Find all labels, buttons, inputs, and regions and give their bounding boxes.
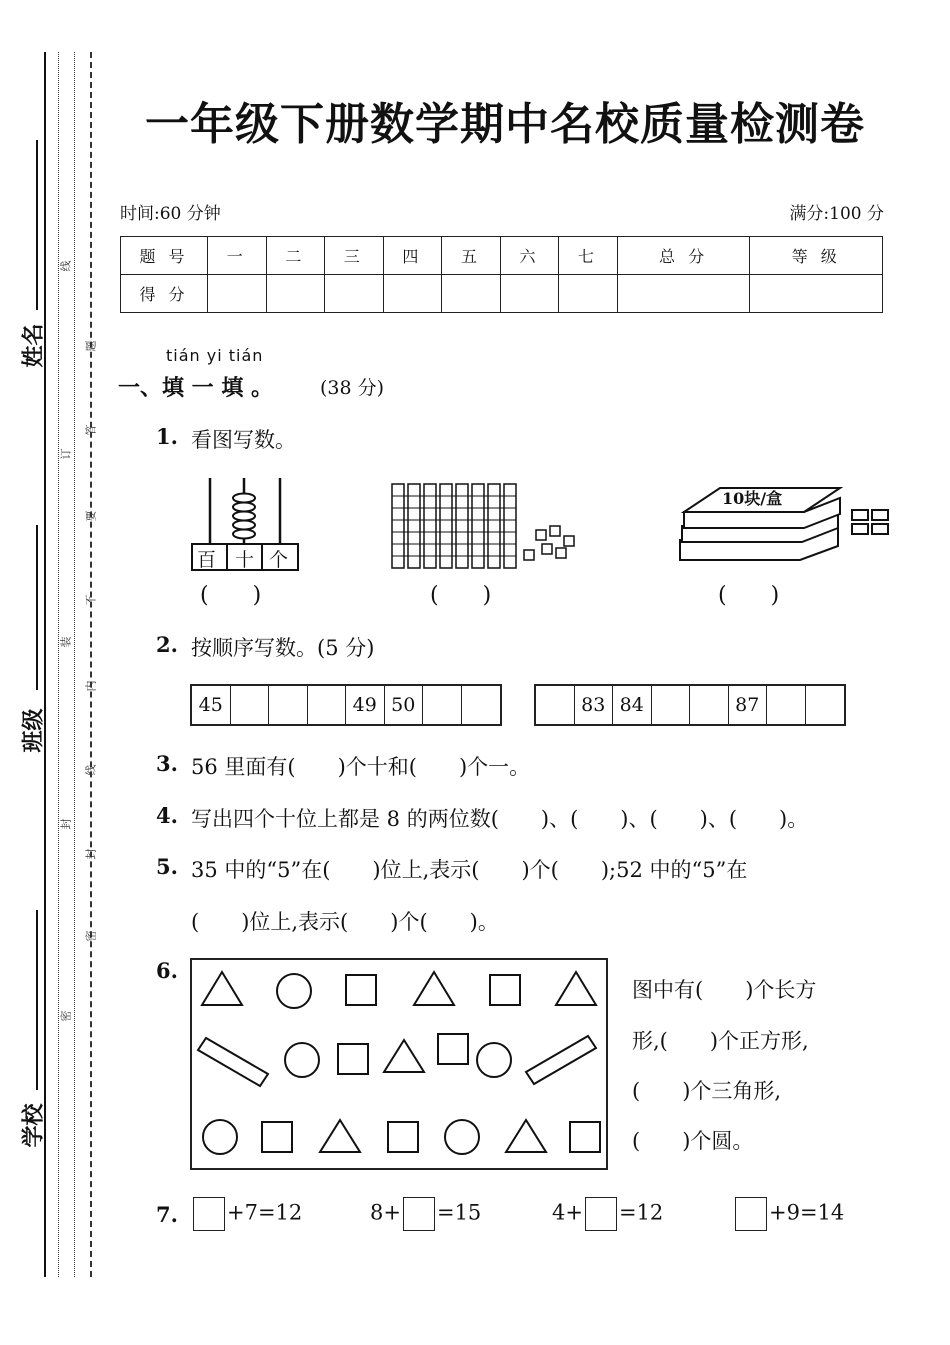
seq-cell-blank[interactable]: [231, 686, 270, 724]
score-table-header-cell: 一: [208, 237, 267, 275]
seq-cell-blank[interactable]: [767, 686, 806, 724]
q5-text-line1[interactable]: 35 中的“5”在( )位上,表示( )个( );52 中的“5”在: [191, 858, 748, 882]
q3-number: 3.: [156, 751, 178, 776]
q1-answer-2[interactable]: ( ): [430, 583, 492, 608]
score-table-header-cell: 三: [325, 237, 384, 275]
seq-cell: 83: [575, 686, 614, 724]
q7-number: 7.: [156, 1202, 178, 1227]
q6-line-3[interactable]: ( )个三角形,: [632, 1079, 782, 1103]
q7-eq1-text: +7=12: [227, 1200, 303, 1225]
q6-line-4[interactable]: ( )个圆。: [632, 1129, 754, 1153]
margin-char: 线: [84, 764, 98, 776]
page-title: 一年级下册数学期中名校质量检测卷: [145, 99, 865, 150]
base-ten-blocks-icon: [388, 476, 588, 576]
margin-rule-dotted-1: [58, 52, 59, 1277]
class-underline: [36, 525, 38, 690]
exam-time: 时间:60 分钟: [120, 204, 221, 224]
score-table-header-cell: 四: [383, 237, 442, 275]
seq-cell-blank[interactable]: [690, 686, 729, 724]
school-label: 学校: [21, 1103, 47, 1148]
score-cell[interactable]: [266, 275, 325, 313]
class-label: 班级: [21, 708, 47, 753]
seq-cell: 84: [613, 686, 652, 724]
score-table-header-cell: 七: [559, 237, 618, 275]
q7-eq2-prefix: 8+: [370, 1200, 401, 1225]
seq-cell-blank[interactable]: [462, 686, 501, 724]
shapes-figure: [190, 958, 608, 1170]
seq-cell-blank[interactable]: [806, 686, 845, 724]
section1-pinyin: tián yi tián: [166, 346, 264, 365]
score-cell[interactable]: [208, 275, 267, 313]
q2-text: 按顺序写数。(5 分): [191, 636, 375, 660]
seq-cell: 50: [385, 686, 424, 724]
margin-char: 答: [84, 424, 98, 436]
q7-eq4-text: +9=14: [769, 1200, 845, 1225]
q4-text[interactable]: 写出四个十位上都是 8 的两位数( )、( )、( )、( )。: [191, 807, 809, 831]
score-table-header-cell: 总 分: [617, 237, 750, 275]
q7-eq2-suffix: =15: [436, 1200, 482, 1225]
margin-rule-dotted-2: [74, 52, 75, 1277]
score-table-score-row: [121, 275, 883, 313]
stacked-boxes-icon: [676, 482, 896, 567]
score-cell[interactable]: [617, 275, 750, 313]
full-score: 满分:100 分: [789, 204, 884, 224]
q7-equation-1: [191, 1197, 302, 1231]
margin-char: 订: [59, 448, 73, 460]
abacus-label-hundreds: 百: [197, 549, 217, 571]
score-table-header-cell: 五: [442, 237, 501, 275]
q6-number: 6.: [156, 958, 178, 983]
q5-number: 5.: [156, 854, 178, 879]
margin-char: 线: [59, 260, 73, 272]
score-table-header-cell: 等 级: [750, 237, 883, 275]
q7-eq3-suffix: =12: [618, 1200, 664, 1225]
margin-rule-dashed: [90, 52, 92, 1277]
margin-char: 装: [59, 636, 73, 648]
seq-cell: 45: [192, 686, 231, 724]
q1-number: 1.: [156, 424, 178, 449]
seq-cell-blank[interactable]: [536, 686, 575, 724]
seq-cell-blank[interactable]: [308, 686, 347, 724]
seq-cell: 87: [729, 686, 768, 724]
score-cell[interactable]: [559, 275, 618, 313]
margin-char: 要: [84, 510, 98, 522]
q5-text-line2[interactable]: ( )位上,表示( )个( )。: [191, 910, 499, 934]
q1-answer-1[interactable]: ( ): [200, 583, 262, 608]
answer-box[interactable]: [193, 1197, 225, 1231]
shapes-icon: [192, 960, 606, 1168]
q2-number: 2.: [156, 632, 178, 657]
score-cell[interactable]: [383, 275, 442, 313]
seq-cell-blank[interactable]: [652, 686, 691, 724]
answer-box[interactable]: [403, 1197, 435, 1231]
name-label: 姓名: [21, 323, 47, 368]
abacus-label-tens: 十: [235, 549, 255, 571]
q7-eq3-prefix: 4+: [552, 1200, 583, 1225]
score-table-header-row: [121, 237, 883, 275]
q1-text: 看图写数。: [191, 428, 296, 452]
score-cell[interactable]: [442, 275, 501, 313]
answer-box[interactable]: [735, 1197, 767, 1231]
score-row-label: 得 分: [121, 275, 208, 313]
score-cell[interactable]: [325, 275, 384, 313]
sequence-row-2: [534, 684, 846, 726]
box-label: 10块/盒: [722, 489, 783, 508]
section1-points: (38 分): [320, 377, 385, 399]
q6-line-1[interactable]: 图中有( )个长方: [632, 978, 817, 1002]
sequence-row-1: [190, 684, 502, 726]
margin-char: 密: [59, 1010, 73, 1022]
score-table-header-cell: 六: [500, 237, 559, 275]
margin-char: 不: [84, 594, 98, 606]
seq-cell-blank[interactable]: [423, 686, 462, 724]
margin-char: 封: [59, 818, 73, 830]
q4-number: 4.: [156, 803, 178, 828]
margin-char: 题: [84, 340, 98, 352]
school-underline: [36, 910, 38, 1090]
q7-equation-3: [552, 1197, 663, 1231]
score-table: [120, 236, 883, 313]
name-underline: [36, 140, 38, 310]
margin-char: 内: [84, 680, 98, 692]
seq-cell: 49: [346, 686, 385, 724]
score-cell[interactable]: [750, 275, 883, 313]
abacus-label-ones: 个: [269, 549, 289, 571]
score-table-header-cell: 二: [266, 237, 325, 275]
margin-rule-solid: [44, 52, 46, 1277]
margin-char: 封: [84, 848, 98, 860]
q6-line-2[interactable]: 形,( )个正方形,: [632, 1029, 809, 1053]
section1-title: 一、填 一 填 。: [118, 376, 273, 401]
q7-equation-4: [733, 1197, 844, 1231]
q1-answer-3[interactable]: ( ): [718, 583, 780, 608]
q3-text[interactable]: 56 里面有( )个十和( )个一。: [191, 755, 531, 779]
seq-cell-blank[interactable]: [269, 686, 308, 724]
score-cell[interactable]: [500, 275, 559, 313]
q7-equation-2: [370, 1197, 481, 1231]
answer-box[interactable]: [585, 1197, 617, 1231]
score-table-header-cell: 题 号: [121, 237, 208, 275]
margin-char: 密: [84, 930, 98, 942]
